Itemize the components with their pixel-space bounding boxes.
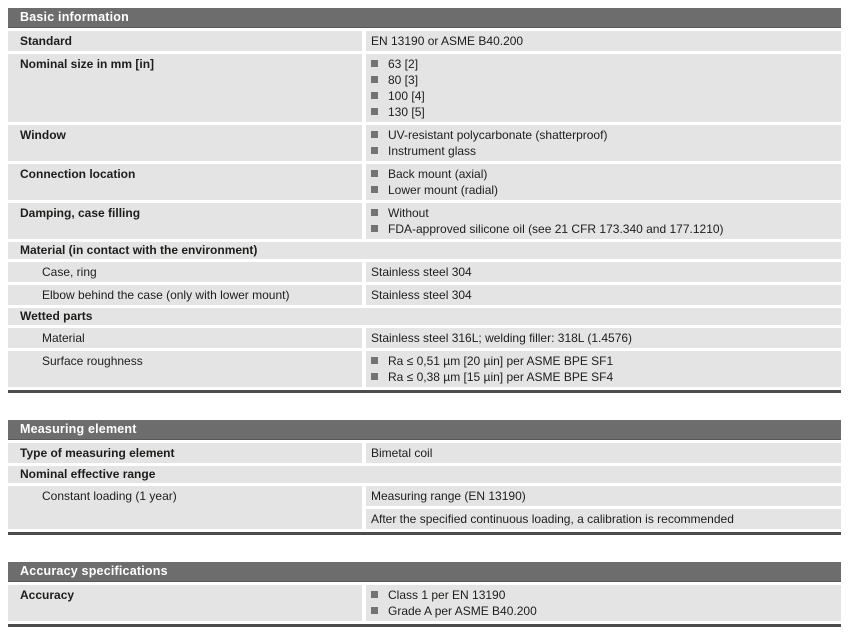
section-basic-information: [8, 8, 841, 393]
spec-label: Elbow behind the case (only with lower mount): [8, 285, 362, 305]
spec-label: Surface roughness: [8, 351, 362, 387]
section-measuring-element: [8, 420, 841, 535]
bullet-text: Ra ≤ 0,51 µm [20 µin] per ASME BPE SF1: [388, 354, 614, 368]
spec-subheading-material-environment: Material (in contact with the environment): [8, 242, 841, 259]
spec-row-nominal-size: [8, 54, 841, 122]
bullet-square-icon: [371, 131, 378, 138]
bullet-item: [371, 104, 841, 120]
section-title: Accuracy specifications: [8, 562, 841, 582]
bullet-item: [371, 603, 841, 619]
bullet-item: [371, 143, 841, 159]
bullet-text: Back mount (axial): [388, 167, 488, 181]
spec-value: [366, 125, 841, 161]
section-bottom-border: [8, 624, 841, 627]
bullet-item: [371, 56, 841, 72]
spec-value: After the specified continuous loading, a calibration is recommended: [366, 509, 841, 529]
spec-value: Stainless steel 304: [366, 285, 841, 305]
spec-row-standard: [8, 31, 841, 51]
bullet-item: [371, 182, 841, 198]
bullet-item: [371, 587, 841, 603]
bullet-text: 130 [5]: [388, 105, 425, 119]
bullet-text: 63 [2]: [388, 57, 419, 71]
spec-row-constant-loading: [8, 486, 841, 529]
spec-value: Stainless steel 316L; welding filler: 318L (1.4576): [366, 328, 841, 348]
bullet-square-icon: [371, 225, 378, 232]
bullet-item: [371, 127, 841, 143]
spec-label: Case, ring: [8, 262, 362, 282]
bullet-text: FDA-approved silicone oil (see 21 CFR 173.340 and 177.1210): [388, 222, 724, 236]
spec-value: [366, 203, 841, 239]
section-accuracy-specifications: [8, 562, 841, 627]
bullet-text: UV-resistant polycarbonate (shatterproof): [388, 128, 608, 142]
bullet-item: [371, 221, 841, 237]
spec-value: [366, 54, 841, 122]
bullet-square-icon: [371, 209, 378, 216]
bullet-square-icon: [371, 147, 378, 154]
spec-row-window: [8, 125, 841, 161]
bullet-square-icon: [371, 373, 378, 380]
spec-row-case-ring: [8, 262, 841, 282]
spec-label: Standard: [8, 31, 362, 51]
spec-subheading-wetted-parts: Wetted parts: [8, 308, 841, 325]
bullet-text: Without: [388, 206, 429, 220]
bullet-item: [371, 166, 841, 182]
section-title: Basic information: [8, 8, 841, 28]
spec-row-damping: [8, 203, 841, 239]
spec-row-connection-location: [8, 164, 841, 200]
bullet-item: [371, 88, 841, 104]
bullet-text: Class 1 per EN 13190: [388, 588, 506, 602]
spec-value: [366, 164, 841, 200]
spec-value: Measuring range (EN 13190): [366, 486, 841, 506]
bullet-square-icon: [371, 170, 378, 177]
bullet-square-icon: [371, 591, 378, 598]
bullet-square-icon: [371, 60, 378, 67]
spec-value-stack: [366, 486, 841, 529]
section-title: Measuring element: [8, 420, 841, 440]
spec-label: Constant loading (1 year): [8, 486, 362, 529]
spec-value: Stainless steel 304: [366, 262, 841, 282]
bullet-square-icon: [371, 76, 378, 83]
spec-label: Window: [8, 125, 362, 161]
bullet-text: 80 [3]: [388, 73, 419, 87]
spec-label: Type of measuring element: [8, 443, 362, 463]
spec-label: Nominal size in mm [in]: [8, 54, 362, 122]
bullet-square-icon: [371, 186, 378, 193]
spec-value: EN 13190 or ASME B40.200: [366, 31, 841, 51]
spec-label: Material: [8, 328, 362, 348]
spec-row-accuracy: [8, 585, 841, 621]
section-bottom-border: [8, 390, 841, 393]
spec-row-surface-roughness: [8, 351, 841, 387]
spec-label: Damping, case filling: [8, 203, 362, 239]
bullet-square-icon: [371, 607, 378, 614]
bullet-item: [371, 369, 841, 385]
section-bottom-border: [8, 532, 841, 535]
spec-row-wetted-material: [8, 328, 841, 348]
spec-value: Bimetal coil: [366, 443, 841, 463]
spec-label: Accuracy: [8, 585, 362, 621]
bullet-text: Ra ≤ 0,38 µm [15 µin] per ASME BPE SF4: [388, 370, 614, 384]
spec-value: [366, 351, 841, 387]
spec-label: Connection location: [8, 164, 362, 200]
bullet-item: [371, 72, 841, 88]
spec-value: [366, 585, 841, 621]
spec-row-measuring-type: [8, 443, 841, 463]
bullet-square-icon: [371, 92, 378, 99]
bullet-text: Grade A per ASME B40.200: [388, 604, 537, 618]
bullet-text: Lower mount (radial): [388, 183, 499, 197]
bullet-text: Instrument glass: [388, 144, 477, 158]
bullet-square-icon: [371, 357, 378, 364]
bullet-text: 100 [4]: [388, 89, 425, 103]
spec-subheading-nominal-effective-range: Nominal effective range: [8, 466, 841, 483]
bullet-item: [371, 205, 841, 221]
bullet-item: [371, 353, 841, 369]
bullet-square-icon: [371, 108, 378, 115]
spec-row-elbow: [8, 285, 841, 305]
